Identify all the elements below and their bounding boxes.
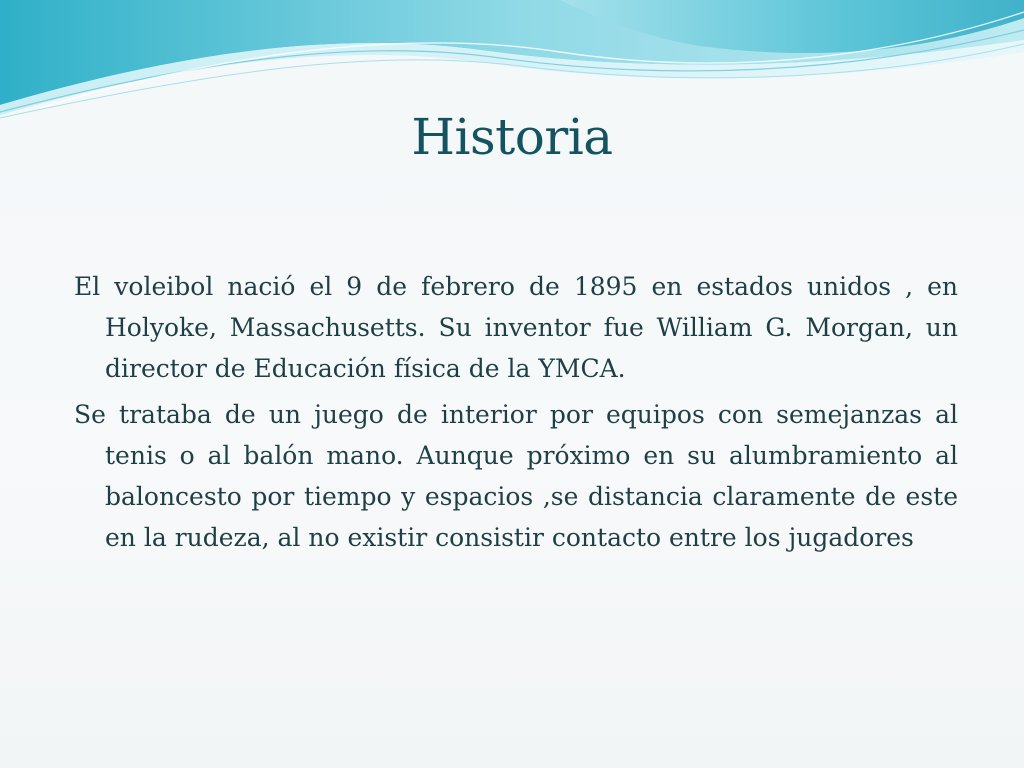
paragraph-description: Se trataba de un juego de interior por equipos con semejanzas al tenis o al balón mano. Aunque próximo en su alumbramiento al baloncesto por tiempo y espacios ,se distancia claramente de este en la rudeza, al no existir consistir contacto entre los jugadores [74, 400, 958, 552]
slide-title: Historia [411, 108, 613, 166]
slide-body [74, 266, 958, 563]
paragraph-origin: El voleibol nació el 9 de febrero de 1895 en estados unidos , en Holyoke, Massachusetts. Su inventor fue William G. Morgan, un director de Educación física de la YMCA. [74, 272, 958, 383]
